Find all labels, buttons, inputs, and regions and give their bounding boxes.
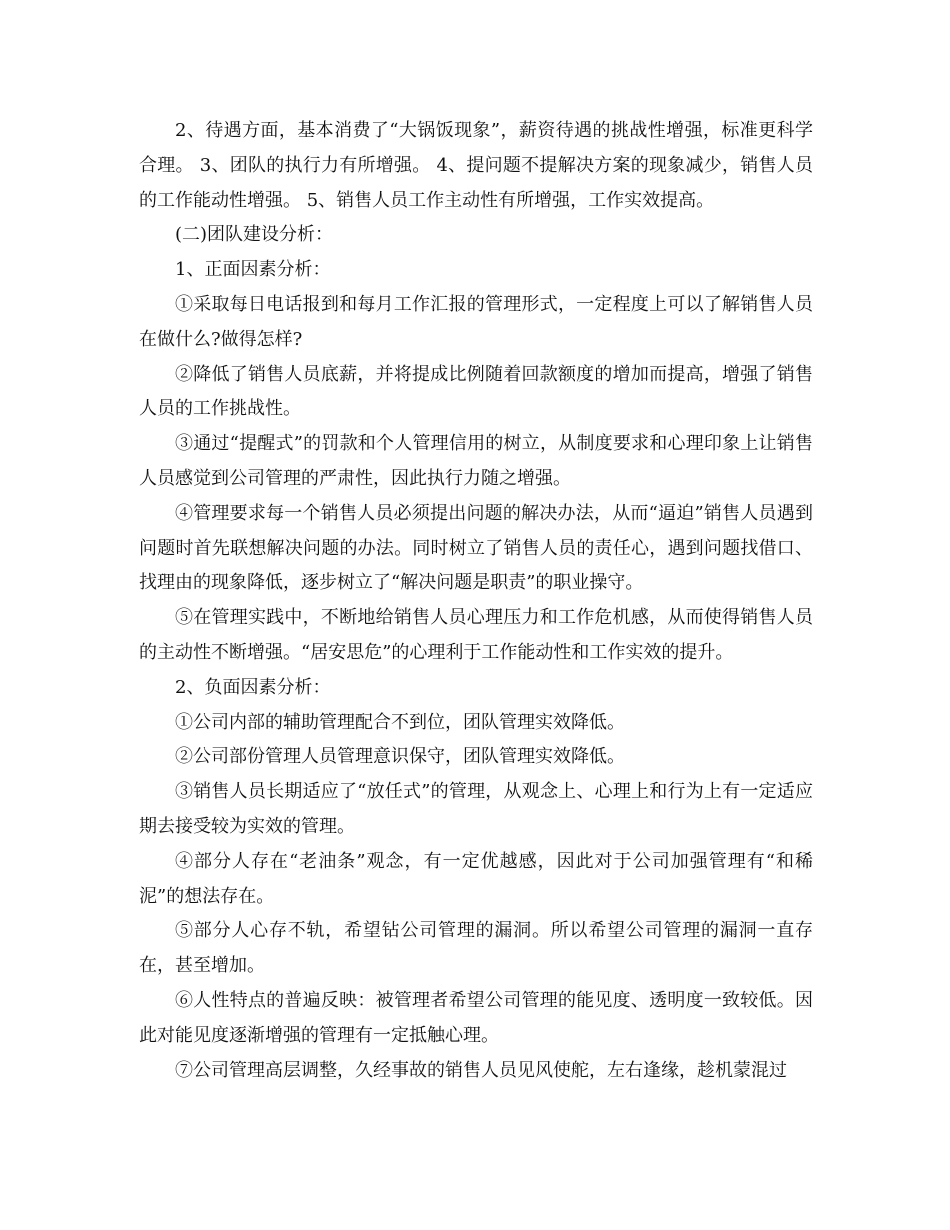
heading-positive-factors: 1、正面因素分析： (175, 259, 331, 281)
negative-item-6: ⑥人性特点的普遍反映：被管理者希望公司管理的能见度、透明度一致较低。因此对能见度逐渐增强的管理有一定抵触心理。 (139, 989, 813, 1046)
negative-item-7: ⑦公司管理高层调整，久经事故的销售人员见风使舵，左右逢缘，趁机蒙混过 (175, 1059, 787, 1081)
positive-item-3: ③通过“提醒式”的罚款和个人管理信用的树立，从制度要求和心理印象上让销售人员感觉到公司管理的严肃性，因此执行力随之增强。 (139, 433, 813, 489)
heading-team-building-analysis: (二)团队建设分析： (175, 224, 334, 246)
negative-item-5: ⑤部分人心存不轨，希望钻公司管理的漏洞。所以希望公司管理的漏洞一直存在，甚至增加。 (139, 920, 813, 977)
positive-item-1: ①采取每日电话报到和每月工作汇报的管理形式，一定程度上可以了解销售人员在做什么?做得怎样? (139, 293, 813, 350)
negative-item-4: ④部分人存在“老油条”观念，有一定优越感，因此对于公司加强管理有“和稀泥”的想法存在。 (139, 850, 813, 907)
positive-item-4: ④管理要求每一个销售人员必须提出问题的解决办法，从而“逼迫”销售人员遇到问题时首先联想解决问题的办法。同时树立了销售人员的责任心，遇到问题找借口、找理由的现象降低，逐步树立了“解决问题是职责”的职业操守。 (139, 502, 813, 594)
positive-item-2: ②降低了销售人员底薪，并将提成比例随着回款额度的增加而提高，增强了销售人员的工作挑战性。 (139, 363, 813, 420)
document-body (139, 114, 813, 1088)
paragraph-treatment-team-sales: 2、待遇方面，基本消费了“大锅饭现象”，薪资待遇的挑战性增强，标准更科学合理。 3、团队的执行力有所增强。 4、提问题不提解决方案的现象减少，销售人员的工作能动性增强。 5、销售人员工作主动性有所增强，工作实效提高。 (139, 120, 813, 211)
negative-item-1: ①公司内部的辅助管理配合不到位，团队管理实效降低。 (175, 711, 625, 733)
heading-negative-factors: 2、负面因素分析： (175, 676, 331, 698)
negative-item-3: ③销售人员长期适应了“放任式”的管理，从观念上、心理上和行为上有一定适应期去接受较为实效的管理。 (139, 781, 813, 837)
negative-item-2: ②公司部份管理人员管理意识保守，团队管理实效降低。 (175, 746, 625, 768)
positive-item-5: ⑤在管理实践中，不断地给销售人员心理压力和工作危机感，从而使得销售人员的主动性不断增强。“居安思危”的心理利于工作能动性和工作实效的提升。 (139, 607, 813, 663)
